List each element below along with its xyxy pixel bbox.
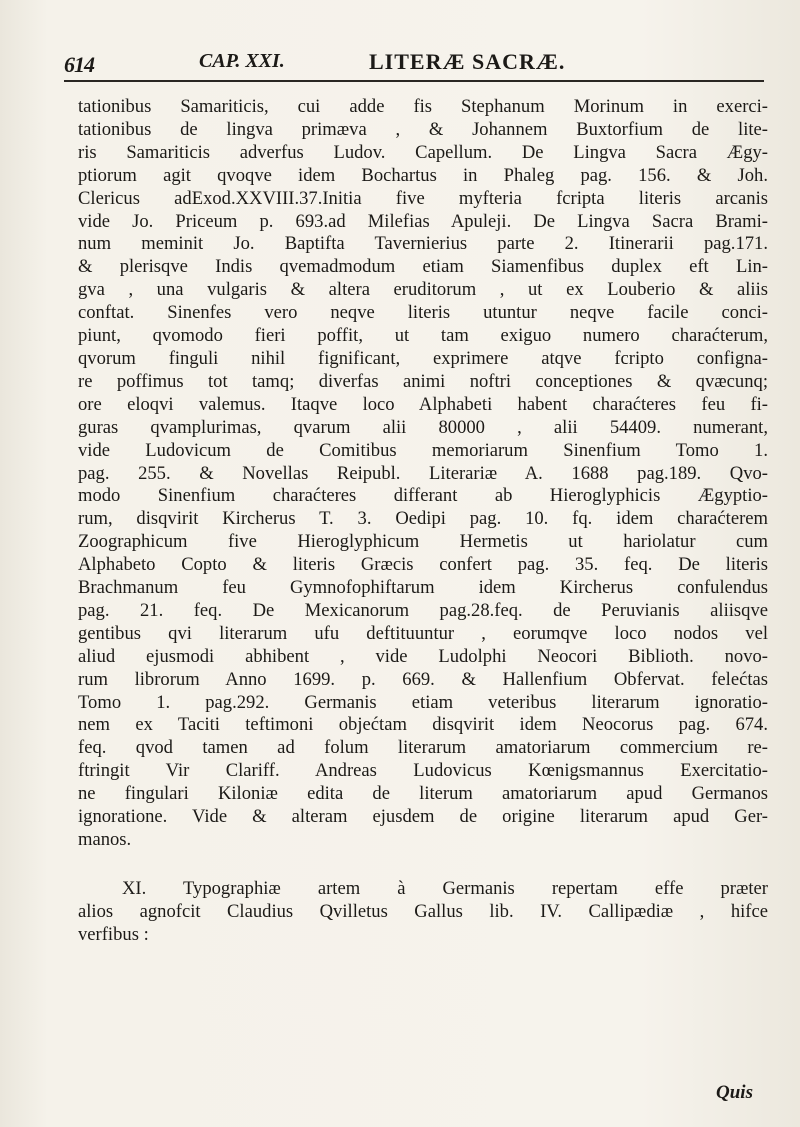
text-line: Zoographicum five Hieroglyphicum Hermetis ut hariolatur cum [78,531,768,553]
running-header [64,44,754,78]
text-line: rum librorum Anno 1699. p. 669. & Hallenfium Obfervat. felećtas [78,668,768,690]
running-title: LITERÆ SACRÆ. [369,49,566,74]
text-line: conftat. Sinenfes vero neqve literis utuntur neqve facile conci- [78,302,768,324]
text-line: XI. Typographiæ artem à Germanis repertam effe præter [122,877,768,899]
chapter-label: CAP. XXI. [199,50,285,72]
text-line: ne fingulari Kiloniæ edita de literum amatoriarum apud Germanos [78,783,768,805]
paragraph-2 [78,878,768,947]
text-line: Clericus adExod.XXVIII.37.Initia five myfteria fcripta literis arcanis [78,187,768,209]
text-line: & plerisqve Indis qvemadmodum etiam Siamenfibus duplex eft Lin- [78,256,768,278]
text-line: Alphabeto Copto & literis Græcis confert pag. 35. feq. De literis [78,554,768,576]
text-line: ptiorum agit qvoqve idem Bochartus in Phaleg pag. 156. & Joh. [78,164,768,186]
text-line: ftringit Vir Clariff. Andreas Ludovicus Kœnigsmannus Exercitatio- [78,760,768,782]
text-line: gva , una vulgaris & altera eruditorum , ut ex Louberio & aliis [78,279,768,301]
text-line: num meminit Jo. Baptifta Tavernierius parte 2. Itinerarii pag.171. [78,233,768,255]
text-line: ignoratione. Vide & alteram ejusdem de origine literarum apud Ger- [78,806,768,828]
text-line: aliud ejusmodi abhibent , vide Ludolphi Neocori Biblioth. novo- [78,645,768,667]
text-line: nem ex Taciti teftimoni objećtam disqvirit idem Neocorus pag. 674. [78,714,768,736]
text-line: modo Sinenfium charaćteres differant ab Hieroglyphicis Ægyptio- [78,485,768,507]
text-line: vide Ludovicum de Comitibus memoriarum Sinenfium Tomo 1. [78,439,768,461]
text-line: tationibus Samariticis, cui adde fis Stephanum Morinum in exerci- [78,96,768,117]
text-line: re poffimus tot tamq; diverfas animi noftri conceptiones & qvæcunq; [78,370,768,392]
text-line: qvorum finguli nihil fignificant, exprimere atqve fcripto configna- [78,347,768,369]
text-line: feq. qvod tamen ad folum literarum amatoriarum commercium re- [78,737,768,759]
header-rule [64,80,764,82]
text-line: Brachmanum feu Gymnofophiftarum idem Kircherus confulendus [78,577,768,599]
text-line: ore eloqvi valemus. Itaqve loco Alphabeti habent charaćteres feu fi- [78,393,768,415]
paragraph-1 [78,96,768,852]
text-line: gentibus qvi literarum ufu deftituuntur , eorumqve loco nodos vel [78,622,768,644]
text-line: ris Samariticis adverfus Ludov. Capellum. De Lingva Sacra Ægy- [78,141,768,163]
text-line: pag. 21. feq. De Mexicanorum pag.28.feq. de Peruvianis aliisqve [78,599,768,621]
text-line: manos. [78,829,132,850]
body-text [78,96,768,947]
text-line: piunt, qvomodo fieri poffit, ut tam exiguo numero charaćterum, [78,325,768,347]
text-line: verfibus : [78,923,149,945]
page-number: 614 [64,52,94,77]
text-line: rum, disqvirit Kircherus T. 3. Oedipi pag. 10. fq. idem charaćterem [78,508,768,530]
text-line: vide Jo. Priceum p. 693.ad Milefias Apuleji. De Lingva Sacra Brami- [78,210,768,232]
text-line: alios agnofcit Claudius Qvilletus Gallus lib. IV. Callipædiæ , hifce [78,900,768,922]
paragraph-gap [78,852,768,878]
text-line: tationibus de lingva primæva , & Johannem Buxtorfium de lite- [78,118,768,140]
text-line: guras qvamplurimas, qvarum alii 80000 , alii 54409. numerant, [78,416,768,438]
text-line: Tomo 1. pag.292. Germanis etiam veteribus literarum ignoratio- [78,691,768,713]
text-line: pag. 255. & Novellas Reipubl. Literariæ A. 1688 pag.189. Qvo- [78,462,768,484]
catchword: Quis [716,1082,753,1103]
